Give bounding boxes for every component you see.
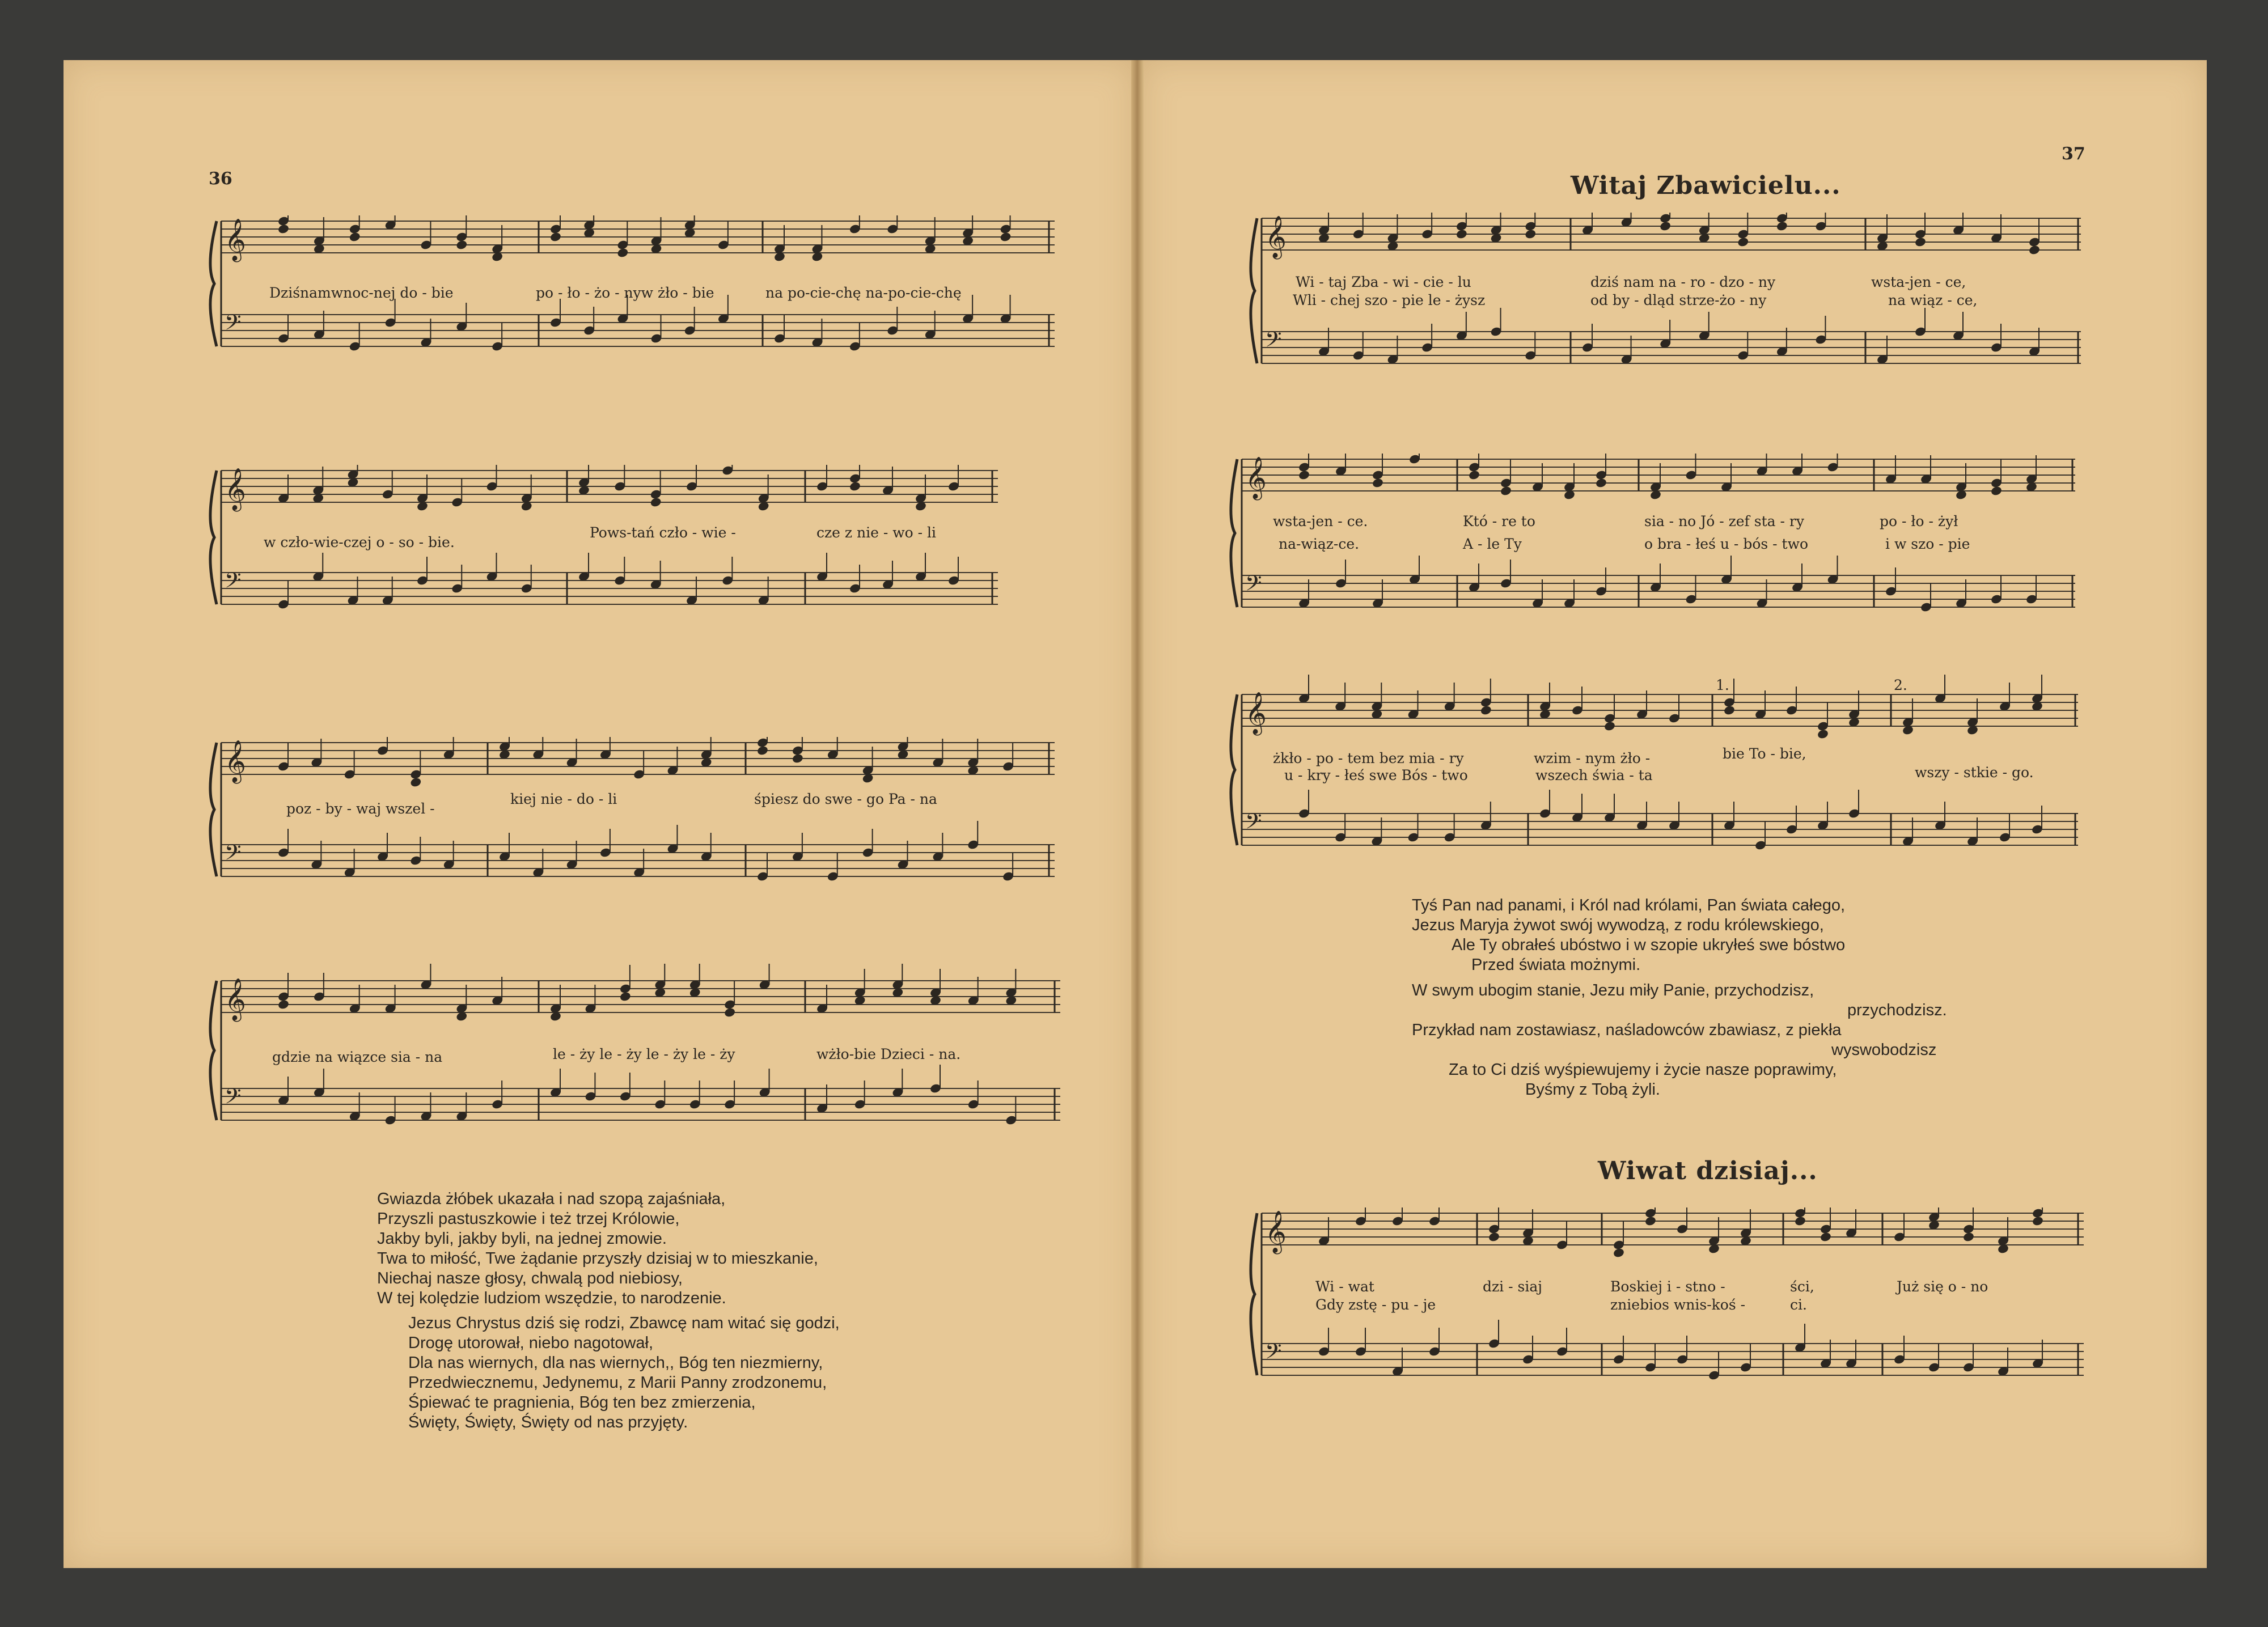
verse-line: Twa to miłość, Twe żądanie przyszły dzisiaj w to mieszkanie,	[377, 1249, 818, 1268]
staff-brace	[1251, 218, 1257, 363]
music-staff-system	[1245, 1207, 2095, 1400]
note-head	[1595, 477, 1607, 488]
treble-clef: 𝄞	[1245, 457, 1267, 499]
verse-line: przychodzisz.	[1847, 1001, 1947, 1019]
left-verses	[377, 1189, 818, 1308]
note-head	[1914, 236, 1927, 247]
lyric-segment: bie To - bie,	[1723, 745, 1806, 762]
bass-clef: 𝄢	[225, 840, 242, 870]
volta-1-label: 1.	[1716, 677, 1729, 693]
lyric-segment: Dziśnamwnoc-nej do - bie	[269, 285, 454, 301]
left-system-3	[204, 737, 1055, 884]
note-head	[1455, 228, 1468, 239]
note-head	[277, 223, 290, 234]
lyric-segment: wszy - stkie - go.	[1915, 764, 2034, 781]
note-head	[616, 247, 629, 258]
note-head	[1794, 1215, 1806, 1226]
note-head	[2028, 244, 2041, 255]
right-system-2	[1225, 454, 2098, 607]
left-system-1	[204, 215, 1055, 363]
bass-clef: 𝄢	[225, 567, 242, 598]
left-system-2	[204, 465, 1055, 612]
lyric-segment: na po-cie-chę na-po-cie-chę	[765, 285, 962, 301]
treble-clef: 𝄞	[225, 740, 246, 782]
song-title-wiwat: Wiwat dzisiaj...	[1598, 1156, 1818, 1185]
staff-brace	[1231, 459, 1237, 607]
staff-brace	[210, 471, 217, 604]
treble-clef: 𝄞	[1265, 216, 1287, 258]
verse-line: Jezus Chrystus dziś się rodzi, Zbawcę nam witać się godzi,	[408, 1314, 840, 1332]
lyric-segment: Wli - chej szo - pie le - żysz	[1293, 292, 1486, 308]
lyric-segment: wzim - nym żło -	[1534, 750, 1651, 766]
bass-clef: 𝄢	[1245, 808, 1262, 839]
note-head	[756, 745, 769, 756]
note-head	[1659, 221, 1672, 231]
verse-line: Za to Ci dziś wyśpiewujemy i życie nasze poprawimy,	[1449, 1061, 1837, 1079]
music-staff-system	[1225, 454, 2087, 632]
verse-line: Byśmy z Tobą żyli.	[1525, 1081, 1660, 1099]
music-staff-system	[1245, 213, 2092, 388]
lyric-segment: w czło-wie-czej o - so - bie.	[264, 534, 455, 550]
volta-2-label: 2.	[1894, 677, 1907, 693]
lyric-segment: wsta-jen - ce.	[1273, 513, 1368, 529]
lyric-segment: dzi - siaj	[1483, 1278, 1542, 1295]
note-head	[1817, 728, 1829, 739]
right-verses	[1412, 896, 1947, 1100]
note-head	[349, 231, 361, 242]
note-head	[549, 231, 562, 242]
lyric-segment: na-wiąz-ce.	[1279, 536, 1360, 552]
note-head	[1372, 477, 1384, 488]
verse-line: Drogę utorował, niebo nagotował,	[408, 1334, 654, 1352]
treble-clef: 𝄞	[1265, 1211, 1287, 1253]
lyric-segment: żkło - po - tem bez mia - ry	[1273, 750, 1464, 766]
verse-line: Śpiewać te pragnienia, Bóg ten bez zmierzenia,	[408, 1393, 756, 1412]
staff-brace	[1231, 694, 1237, 845]
right-system-1	[1245, 213, 2095, 377]
note-head	[1480, 705, 1492, 715]
staff-brace	[210, 743, 217, 876]
note-head	[650, 497, 662, 507]
lyric-segment: Pows-tań czło - wie -	[590, 524, 736, 541]
left-verses-2	[408, 1314, 840, 1433]
lyric-segment: i w szo - pie	[1885, 536, 1970, 552]
lyric-segment: Gdy zstę - pu - je	[1315, 1296, 1436, 1313]
song-title-witaj: Witaj Zbawicielu...	[1571, 171, 1841, 200]
note-head	[1644, 1215, 1657, 1226]
lyric-segment: od by - dląd strze-żo - ny	[1590, 292, 1767, 308]
lyric-segment: wszech świa - ta	[1535, 767, 1653, 783]
lyric-segment: cze z nie - wo - li	[816, 524, 937, 541]
lyric-segment: le - ży le - ży le - ży le - ży	[553, 1046, 735, 1062]
note-head	[277, 999, 290, 1010]
note-head	[1524, 228, 1537, 239]
left-system-4	[204, 964, 1055, 1134]
lyric-segment: po - ło - żo - nyw żło - bie	[536, 285, 714, 301]
lyric-segment: śpiesz do swe - go Pa - na	[754, 791, 937, 807]
verse-line: Jakby byli, jakby byli, na jednej zmowie.	[377, 1230, 667, 1248]
note-head	[1737, 236, 1749, 247]
lyric-segment: po - ło - żył	[1880, 513, 1958, 529]
staff-brace	[1251, 1213, 1257, 1375]
lyric-segment: u - kry - łeś swe Bós - two	[1284, 767, 1468, 783]
note-head	[1613, 1247, 1625, 1258]
bass-clef: 𝄢	[1245, 570, 1262, 601]
verse-line: Niechaj nasze głosy, chwalą pod niebiosy,	[377, 1269, 683, 1287]
note-head	[1962, 1231, 1975, 1242]
note-head	[849, 481, 861, 492]
note-head	[1468, 469, 1480, 480]
note-head	[2032, 1215, 2044, 1226]
lyric-segment: kiej nie - do - li	[510, 791, 617, 807]
lyric-segment: Któ - re to	[1463, 513, 1535, 529]
music-staff-system	[204, 465, 1009, 629]
note-head	[409, 777, 422, 787]
lyric-segment: na wiąz - ce,	[1888, 292, 1978, 308]
note-head	[1000, 231, 1012, 242]
music-staff-system	[204, 737, 1066, 901]
note-head	[1500, 485, 1512, 496]
treble-clef: 𝄞	[225, 468, 246, 510]
verse-line: Jezus Maryja żywot swój wywodzą, z rodu królewskiego,	[1412, 916, 1824, 934]
lyric-segment: wsta-jen - ce,	[1871, 274, 1966, 290]
lyric-segment: dziś nam na - ro - dzo - ny	[1590, 274, 1776, 290]
note-head	[1488, 1231, 1500, 1242]
verse-line: wyswobodzisz	[1831, 1041, 1937, 1059]
page-number-right: 37	[2062, 144, 2085, 164]
lyric-segment: zniebios wnis-koś -	[1610, 1296, 1746, 1313]
lyric-segment: Wi - wat	[1315, 1278, 1374, 1295]
note-head	[1723, 705, 1736, 715]
verse-line: Przedwiecznemu, Jedynemu, z Marii Panny zrodzonemu,	[408, 1374, 827, 1392]
verse-line: Gwiazda żłóbek ukazała i nad szopą zajaśniała,	[377, 1190, 726, 1208]
note-head	[619, 991, 632, 1002]
verse-line: Przykład nam zostawiasz, naśladowców zbawiasz, z piekła	[1412, 1021, 1842, 1039]
note-head	[723, 1007, 736, 1018]
music-staff-system	[204, 964, 1072, 1145]
verse-line: Przed świata możnymi.	[1471, 956, 1641, 974]
lyric-segment: wżło-bie Dzieci - na.	[816, 1046, 961, 1062]
lyric-segment: A - le Ty	[1463, 536, 1522, 552]
treble-clef: 𝄞	[225, 219, 246, 261]
verse-line: Ale Ty obrałeś ubóstwo i w szopie ukryłeś swe bóstwo	[1452, 936, 1846, 954]
right-system-3	[1225, 675, 2098, 856]
bass-clef: 𝄢	[225, 310, 242, 340]
music-staff-system	[204, 215, 1066, 371]
verse-line: Święty, Święty, Święty od nas przyjęty.	[408, 1413, 688, 1431]
lyric-segment: ci.	[1790, 1296, 1807, 1313]
right-system-4	[1245, 1207, 2095, 1395]
lyric-segment: ści,	[1790, 1278, 1814, 1295]
note-head	[1990, 485, 2003, 496]
lyric-segment: poz - by - waj wszel -	[286, 800, 435, 817]
note-head	[1776, 221, 1788, 231]
bass-clef: 𝄢	[1265, 1338, 1282, 1369]
note-head	[1298, 469, 1310, 480]
page-number-left: 36	[209, 169, 232, 189]
bass-clef: 𝄢	[225, 1083, 242, 1114]
lyric-segment: gdzie na wiązce sia - na	[272, 1049, 443, 1065]
music-staff-system	[1225, 675, 2089, 870]
verse-line: W swym ubogim stanie, Jezu miły Panie, przychodzisz,	[1412, 981, 1814, 999]
lyric-segment: Boskiej i - stno -	[1610, 1278, 1725, 1295]
staff-brace	[210, 221, 217, 346]
lyric-segment: sia - no Jó - zef sta - ry	[1644, 513, 1804, 529]
treble-clef: 𝄞	[225, 978, 246, 1020]
note-head	[792, 753, 804, 764]
verse-line: Tyś Pan nad panami, i Król nad królami, Pan świata całego,	[1412, 896, 1846, 914]
lyric-segment: Wi - taj Zba - wi - cie - lu	[1296, 274, 1471, 290]
lyric-segment: Już się o - no	[1897, 1278, 1988, 1295]
treble-clef: 𝄞	[1245, 692, 1267, 734]
note-head	[1820, 1231, 1832, 1242]
book-spine	[1131, 60, 1144, 1568]
lyric-segment: o bra - łeś u - bós - two	[1644, 536, 1809, 552]
verse-line: Przyszli pastuszkowie i też trzej Królowie,	[377, 1210, 680, 1228]
bass-clef: 𝄢	[1265, 327, 1282, 357]
verse-line: Dla nas wiernych, dla nas wiernych,, Bóg ten niezmierny,	[408, 1354, 823, 1372]
verse-line: W tej kolędzie ludziom wszędzie, to narodzenie.	[377, 1289, 726, 1307]
note-head	[1603, 721, 1616, 731]
staff-brace	[210, 981, 217, 1120]
note-head	[455, 239, 468, 250]
